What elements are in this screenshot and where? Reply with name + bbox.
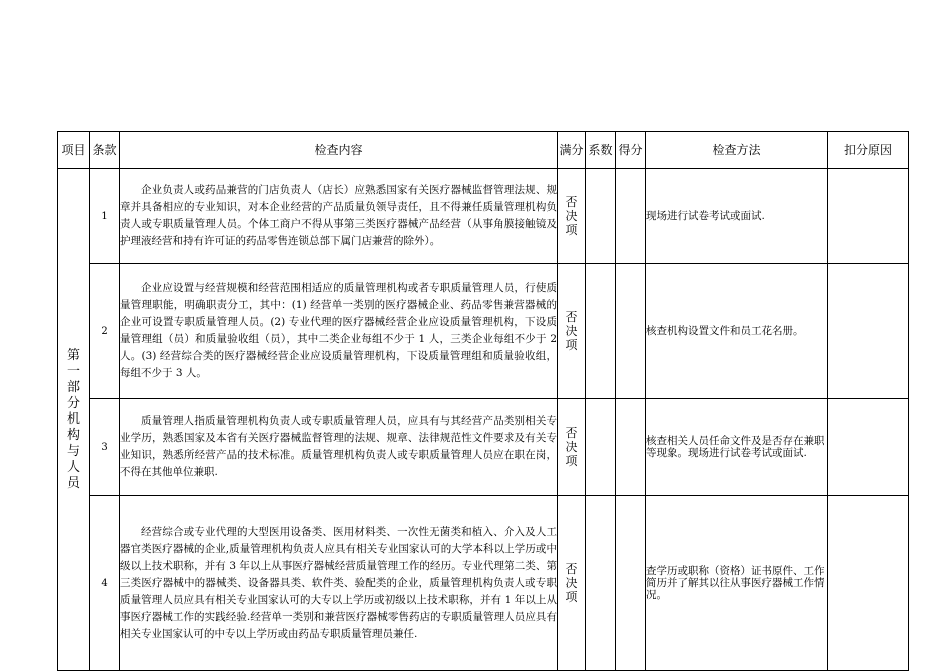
deduction-cell (828, 496, 909, 671)
coefficient-cell (586, 399, 616, 496)
clause-number: 4 (90, 496, 120, 671)
full-score-cell: 否决项 (558, 399, 586, 496)
deduction-cell (828, 399, 909, 496)
clause-number: 1 (90, 169, 120, 264)
coefficient-cell (586, 264, 616, 399)
full-score-cell: 否决项 (558, 264, 586, 399)
header-full-score: 满分 (558, 132, 586, 169)
header-clause: 条款 (90, 132, 120, 169)
coefficient-cell (586, 169, 616, 264)
deduction-cell (828, 264, 909, 399)
score-cell (616, 264, 646, 399)
full-score-cell: 否决项 (558, 169, 586, 264)
clause-number: 3 (90, 399, 120, 496)
category-cell (58, 169, 90, 671)
table-row (58, 264, 909, 399)
category-label: 第一部分机构与人员 (66, 347, 80, 491)
score-cell (616, 496, 646, 671)
header-deduction: 扣分原因 (828, 132, 909, 169)
score-cell (616, 169, 646, 264)
header-coefficient: 系数 (586, 132, 616, 169)
clause-number: 2 (90, 264, 120, 399)
deduction-cell (828, 169, 909, 264)
header-item: 项目 (58, 132, 90, 169)
header-score: 得分 (616, 132, 646, 169)
check-content: 质量管理人指质量管理机构负责人或专职质量管理人员，应具有与其经营产品类别相关专业学历，熟悉国家及本省有关医疗器械监督管理的法规、规章、法律规范性文件要求及有关专业知识，熟悉所经营产品的技术标准。质量管理机构负责人或专职质量管理人员应在职在岗，不得在其他单位兼职. (120, 399, 558, 496)
check-content: 企业应设置与经营规模和经营范围相适应的质量管理机构或者专职质量管理人员，行使质量管理职能，明确职责分工，其中：(1) 经营单一类别的医疗器械企业、药品零售兼营器械的企业可设置专职质量管理人员。(2) 专业代理的医疗器械经营企业应设质量管理机构，下设质量管理组（员）和质量验收组（员），其中二类企业每组不少于 1 人，三类企业每组不少于 2 人。(3) 经营综合类的医疗器械经营企业应设质量管理机构，下设质量管理组和质量验收组，每组不少于 3 人。 (120, 264, 558, 399)
check-method: 查学历或职称（资格）证书原件、工作简历并了解其以往从事医疗器械工作情况。 (646, 496, 828, 671)
score-cell (616, 399, 646, 496)
header-content: 检查内容 (120, 132, 558, 169)
table-header-row (58, 132, 909, 169)
coefficient-cell (586, 496, 616, 671)
full-score-cell: 否决项 (558, 496, 586, 671)
check-method: 现场进行试卷考试或面试. (646, 169, 828, 264)
inspection-table (57, 131, 909, 671)
check-content: 经营综合或专业代理的大型医用设备类、医用材料类、一次性无菌类和植入、介入及人工器官类医疗器械的企业,质量管理机构负责人应具有相关专业国家认可的大学本科以上学历或中级以上技术职称，并有 3 年以上从事医疗器械经营质量管理工作的经历。专业代理第二类、第三类医疗器械中的器械类、设备器具类、软件类、验配类的企业，质量管理机构负责人或专职质量管理人员应具有相关专业国家认可的大专以上学历或初级以上技术职称，并有 1 年以上从事医疗器械工作的实践经验.经营单一类别和兼营医疗器械零售药店的专职质量管理人员应具有相关专业国家认可的中专以上学历或由药品专职质量管理员兼任. (120, 496, 558, 671)
table-row (58, 399, 909, 496)
check-method: 核查机构设置文件和员工花名册。 (646, 264, 828, 399)
header-method: 检查方法 (646, 132, 828, 169)
table-row (58, 169, 909, 264)
check-content: 企业负责人或药品兼营的门店负责人（店长）应熟悉国家有关医疗器械监督管理法规、规章并具备相应的专业知识，对本企业经营的产品质量负领导责任，且不得兼任质量管理机构负责人或专职质量管理人员。个体工商户不得从事第三类医疗器械产品经营（从事角膜接触镜及护理液经营和持有许可证的药品零售连锁总部下属门店兼营的除外）。 (120, 169, 558, 264)
check-method: 核查相关人员任命文件及是否存在兼职等现象。现场进行试卷考试或面试. (646, 399, 828, 496)
table-row (58, 496, 909, 671)
